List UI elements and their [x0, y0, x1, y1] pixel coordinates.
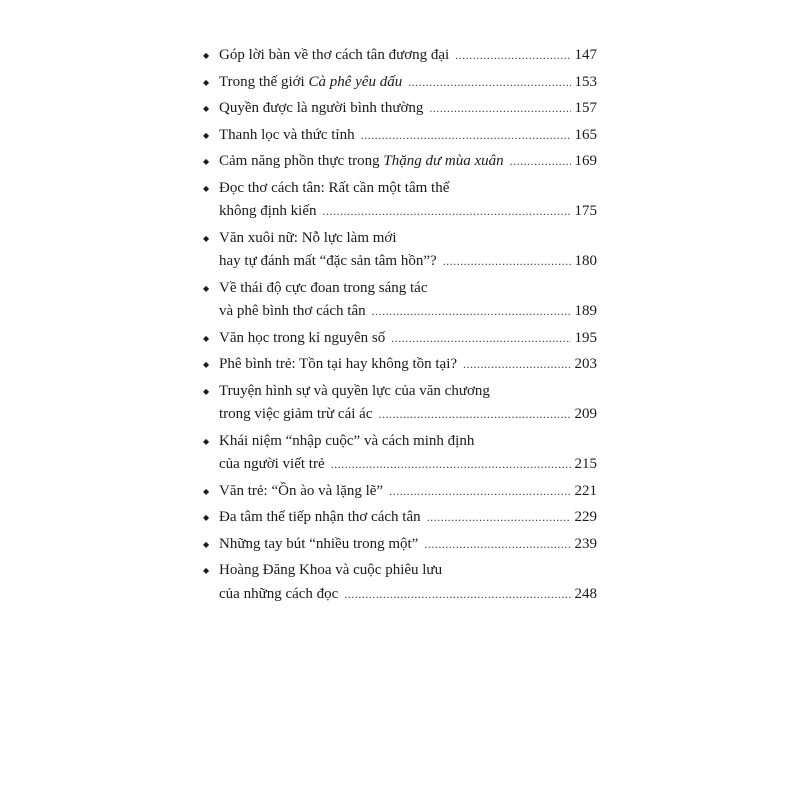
- toc-entry-title: Về thái độ cực đoan trong sáng tác: [219, 279, 428, 296]
- diamond-bullet-icon: ◆: [203, 283, 210, 293]
- diamond-bullet-icon: ◆: [203, 513, 210, 522]
- toc-entry[interactable]: [203, 430, 597, 477]
- toc-entry[interactable]: [203, 353, 597, 377]
- toc-page-number: 209: [574, 406, 597, 422]
- toc-entry-title-continued: hay tự đánh mất “đặc sản tâm hồn”?: [219, 253, 437, 269]
- toc-line: [219, 124, 597, 148]
- toc-entry[interactable]: [203, 177, 597, 224]
- toc-entry-title-part: Trong thế giới: [219, 73, 309, 90]
- toc-page-number: 203: [574, 356, 597, 372]
- toc-entry-title-continued: và phê bình thơ cách tân: [219, 303, 366, 319]
- toc-line: [219, 506, 597, 530]
- toc-entry[interactable]: [203, 559, 597, 606]
- dot-leader: [344, 583, 570, 607]
- toc-line: [219, 97, 597, 121]
- diamond-bullet-icon: ◆: [203, 77, 210, 87]
- diamond-bullet-icon: ◆: [203, 333, 210, 343]
- dot-leader: [424, 533, 570, 557]
- diamond-bullet-icon: ◆: [203, 233, 210, 243]
- toc-entry[interactable]: [203, 124, 597, 148]
- toc-entry[interactable]: [203, 533, 597, 557]
- diamond-bullet-icon: ◆: [203, 51, 210, 60]
- toc-page-number: 165: [574, 126, 597, 143]
- toc-line: [219, 150, 597, 174]
- dot-leader: [429, 97, 570, 121]
- toc-entry-title: Thanh lọc và thức tỉnh: [219, 126, 355, 143]
- toc-entry[interactable]: [203, 150, 597, 174]
- toc-page-number: 180: [574, 253, 597, 269]
- toc-page-number: 153: [574, 73, 597, 90]
- dot-leader: [510, 150, 571, 174]
- toc-page-number: 147: [574, 47, 597, 63]
- diamond-bullet-icon: ◆: [203, 183, 210, 193]
- toc-entry[interactable]: [203, 227, 597, 274]
- diamond-bullet-icon: ◆: [203, 360, 210, 369]
- toc-page-number: 195: [574, 329, 597, 346]
- dot-leader: [463, 353, 570, 377]
- dot-leader: [391, 327, 570, 351]
- toc-page-number: 169: [574, 153, 597, 169]
- toc-line: [219, 403, 597, 427]
- toc-entry-title-continued: không định kiến: [219, 203, 317, 219]
- toc-entry[interactable]: [203, 277, 597, 324]
- toc-entry-title: Hoàng Đăng Khoa và cuộc phiêu lưu: [219, 562, 443, 578]
- toc-entry-title: Quyền được là người bình thường: [219, 100, 424, 116]
- toc-entry-title-continued: trong việc giảm trừ cái ác: [219, 406, 373, 422]
- toc-page-number: 229: [574, 509, 597, 525]
- toc-entry-title-continued: của người viết trẻ: [219, 456, 325, 472]
- toc-entry-title: Khái niệm “nhập cuộc” và cách minh định: [219, 432, 475, 449]
- dot-leader: [408, 71, 570, 95]
- toc-line: [219, 327, 597, 351]
- toc-entry-italic-title: Cà phê yêu dấu: [308, 73, 403, 90]
- toc-line: [219, 353, 597, 377]
- toc-entry[interactable]: [203, 506, 597, 530]
- toc-entry-title: Truyện hình sự và quyền lực của văn chương: [219, 382, 490, 399]
- toc-entry-title: Văn trẻ: “Ồn ào và lặng lẽ”: [219, 482, 384, 499]
- toc-entry[interactable]: [203, 380, 597, 427]
- toc-entry[interactable]: [203, 97, 597, 121]
- toc-line: [219, 533, 597, 557]
- toc-entry-title: Góp lời bàn về thơ cách tân đương đại: [219, 47, 450, 63]
- toc-page-number: 175: [574, 203, 597, 219]
- dot-leader: [323, 200, 571, 224]
- toc-entry-title: Văn học trong kỉ nguyên số: [219, 329, 386, 346]
- diamond-bullet-icon: ◆: [203, 386, 210, 396]
- toc-line: [219, 277, 597, 301]
- dot-leader: [443, 250, 571, 274]
- diamond-bullet-icon: ◆: [203, 486, 210, 496]
- toc-line: [219, 200, 597, 224]
- toc-entry-italic-title: Thặng dư mùa xuân: [383, 153, 504, 169]
- diamond-bullet-icon: ◆: [203, 539, 210, 549]
- toc-entry[interactable]: [203, 44, 597, 68]
- toc-line: [219, 300, 597, 324]
- table-of-contents: [203, 44, 597, 609]
- toc-page-number: 157: [574, 100, 597, 116]
- toc-entry[interactable]: [203, 480, 597, 504]
- dot-leader: [455, 44, 570, 68]
- toc-line: [219, 380, 597, 404]
- toc-line: [219, 227, 597, 251]
- dot-leader: [372, 300, 571, 324]
- toc-line: [219, 583, 597, 607]
- toc-entry-title: Văn xuôi nữ: Nỗ lực làm mới: [219, 229, 397, 246]
- dot-leader: [361, 124, 571, 148]
- diamond-bullet-icon: ◆: [203, 436, 210, 446]
- toc-entry-title: Đa tâm thế tiếp nhận thơ cách tân: [219, 509, 421, 525]
- dot-leader: [427, 506, 571, 530]
- toc-page-number: 189: [574, 303, 597, 319]
- toc-page-number: 239: [574, 535, 597, 552]
- diamond-bullet-icon: ◆: [203, 566, 210, 575]
- diamond-bullet-icon: ◆: [203, 157, 210, 166]
- toc-entry-title-part: Cảm năng phồn thực trong: [219, 153, 384, 169]
- toc-entry-title: Những tay bút “nhiều trong một”: [219, 535, 419, 552]
- dot-leader: [378, 403, 570, 427]
- toc-entry-title: Đọc thơ cách tân: Rất cần một tâm thế: [219, 179, 450, 196]
- toc-entry[interactable]: [203, 327, 597, 351]
- toc-page-number: 221: [574, 482, 597, 499]
- diamond-bullet-icon: ◆: [203, 130, 210, 140]
- toc-line: [219, 71, 597, 95]
- toc-entry-title: [219, 150, 504, 174]
- toc-line: [219, 177, 597, 201]
- diamond-bullet-icon: ◆: [203, 104, 210, 113]
- toc-entry-title-continued: của những cách đọc: [219, 585, 339, 602]
- toc-entry[interactable]: [203, 71, 597, 95]
- toc-page-number: 215: [574, 456, 597, 472]
- toc-page-number: 248: [574, 585, 597, 602]
- toc-line: [219, 430, 597, 454]
- toc-line: [219, 480, 597, 504]
- dot-leader: [331, 453, 571, 477]
- toc-line: [219, 453, 597, 477]
- toc-line: [219, 250, 597, 274]
- toc-line: [219, 559, 597, 583]
- dot-leader: [389, 480, 570, 504]
- toc-line: [219, 44, 597, 68]
- toc-entry-title: [219, 71, 402, 95]
- toc-entry-title: Phê bình trẻ: Tồn tại hay không tồn tại?: [219, 356, 458, 372]
